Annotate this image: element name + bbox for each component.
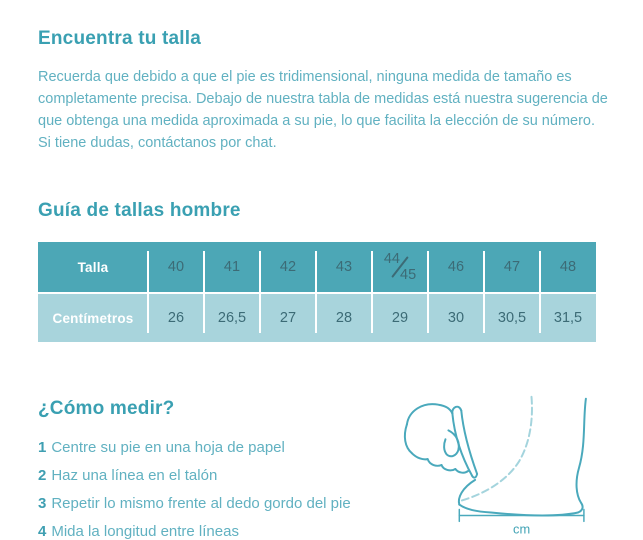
foot-measuring-illustration	[397, 392, 605, 540]
front-leg-outline	[462, 397, 533, 501]
size-table-cell: 44 45	[372, 242, 428, 292]
measure-step: 2 Haz una línea en el talón	[38, 467, 218, 484]
size-table	[38, 242, 596, 342]
size-table-cm-row	[38, 292, 596, 342]
size-table-row-label-centimetros: Centímetros	[52, 310, 134, 326]
size-table-row-label-talla: Talla	[77, 259, 109, 275]
size-table-cell: 28	[316, 294, 372, 342]
how-to-measure-text-column	[38, 342, 397, 540]
heel-outline	[577, 399, 586, 513]
size-table-cell: 26	[148, 294, 204, 342]
size-table-cell: 43	[316, 242, 372, 292]
size-table-cell: 42	[260, 242, 316, 292]
intro-paragraph: Recuerda que debido a que el pie es tridimensional, ninguna medida de tamaño es completamente precisa. Debajo de nuestra tabla de medidas está nuestra sugerencia de que obtenga una medida aproximada a su pie, lo que facilita la elección de su número. Si tiene dudas, contáctanos por chat.	[38, 69, 608, 151]
size-guide-title: Guía de tallas hombre	[38, 200, 241, 221]
size-table-cell: 27	[260, 294, 316, 342]
how-to-measure-section	[38, 342, 605, 540]
page-title: Encuentra tu talla	[38, 28, 202, 49]
size-table-cell: 29	[372, 294, 428, 342]
size-table-cell: 41	[204, 242, 260, 292]
measure-step: 4 Mida la longitud entre líneas	[38, 523, 239, 540]
size-table-cell: 30,5	[484, 294, 540, 342]
size-table-cell: 48	[540, 242, 596, 292]
size-table-cell: 26,5	[204, 294, 260, 342]
measure-step: 1 Centre su pie en una hoja de papel	[38, 439, 285, 456]
how-to-measure-title: ¿Cómo medir?	[38, 398, 175, 419]
size-table-sizes-row	[38, 242, 596, 292]
measure-step: 3 Repetir lo mismo frente al dedo gordo del pie	[38, 495, 351, 512]
size-table-cell: 47	[484, 242, 540, 292]
size-table-cell: 30	[428, 294, 484, 342]
cm-label: cm	[513, 521, 531, 537]
hand-icon	[405, 404, 468, 473]
measure-steps-list	[38, 434, 397, 540]
pencil-icon	[453, 407, 478, 478]
size-table-cell: 46	[428, 242, 484, 292]
size-table-cell: 31,5	[540, 294, 596, 342]
sole-outline	[460, 505, 579, 516]
size-table-cell: 40	[148, 242, 204, 292]
